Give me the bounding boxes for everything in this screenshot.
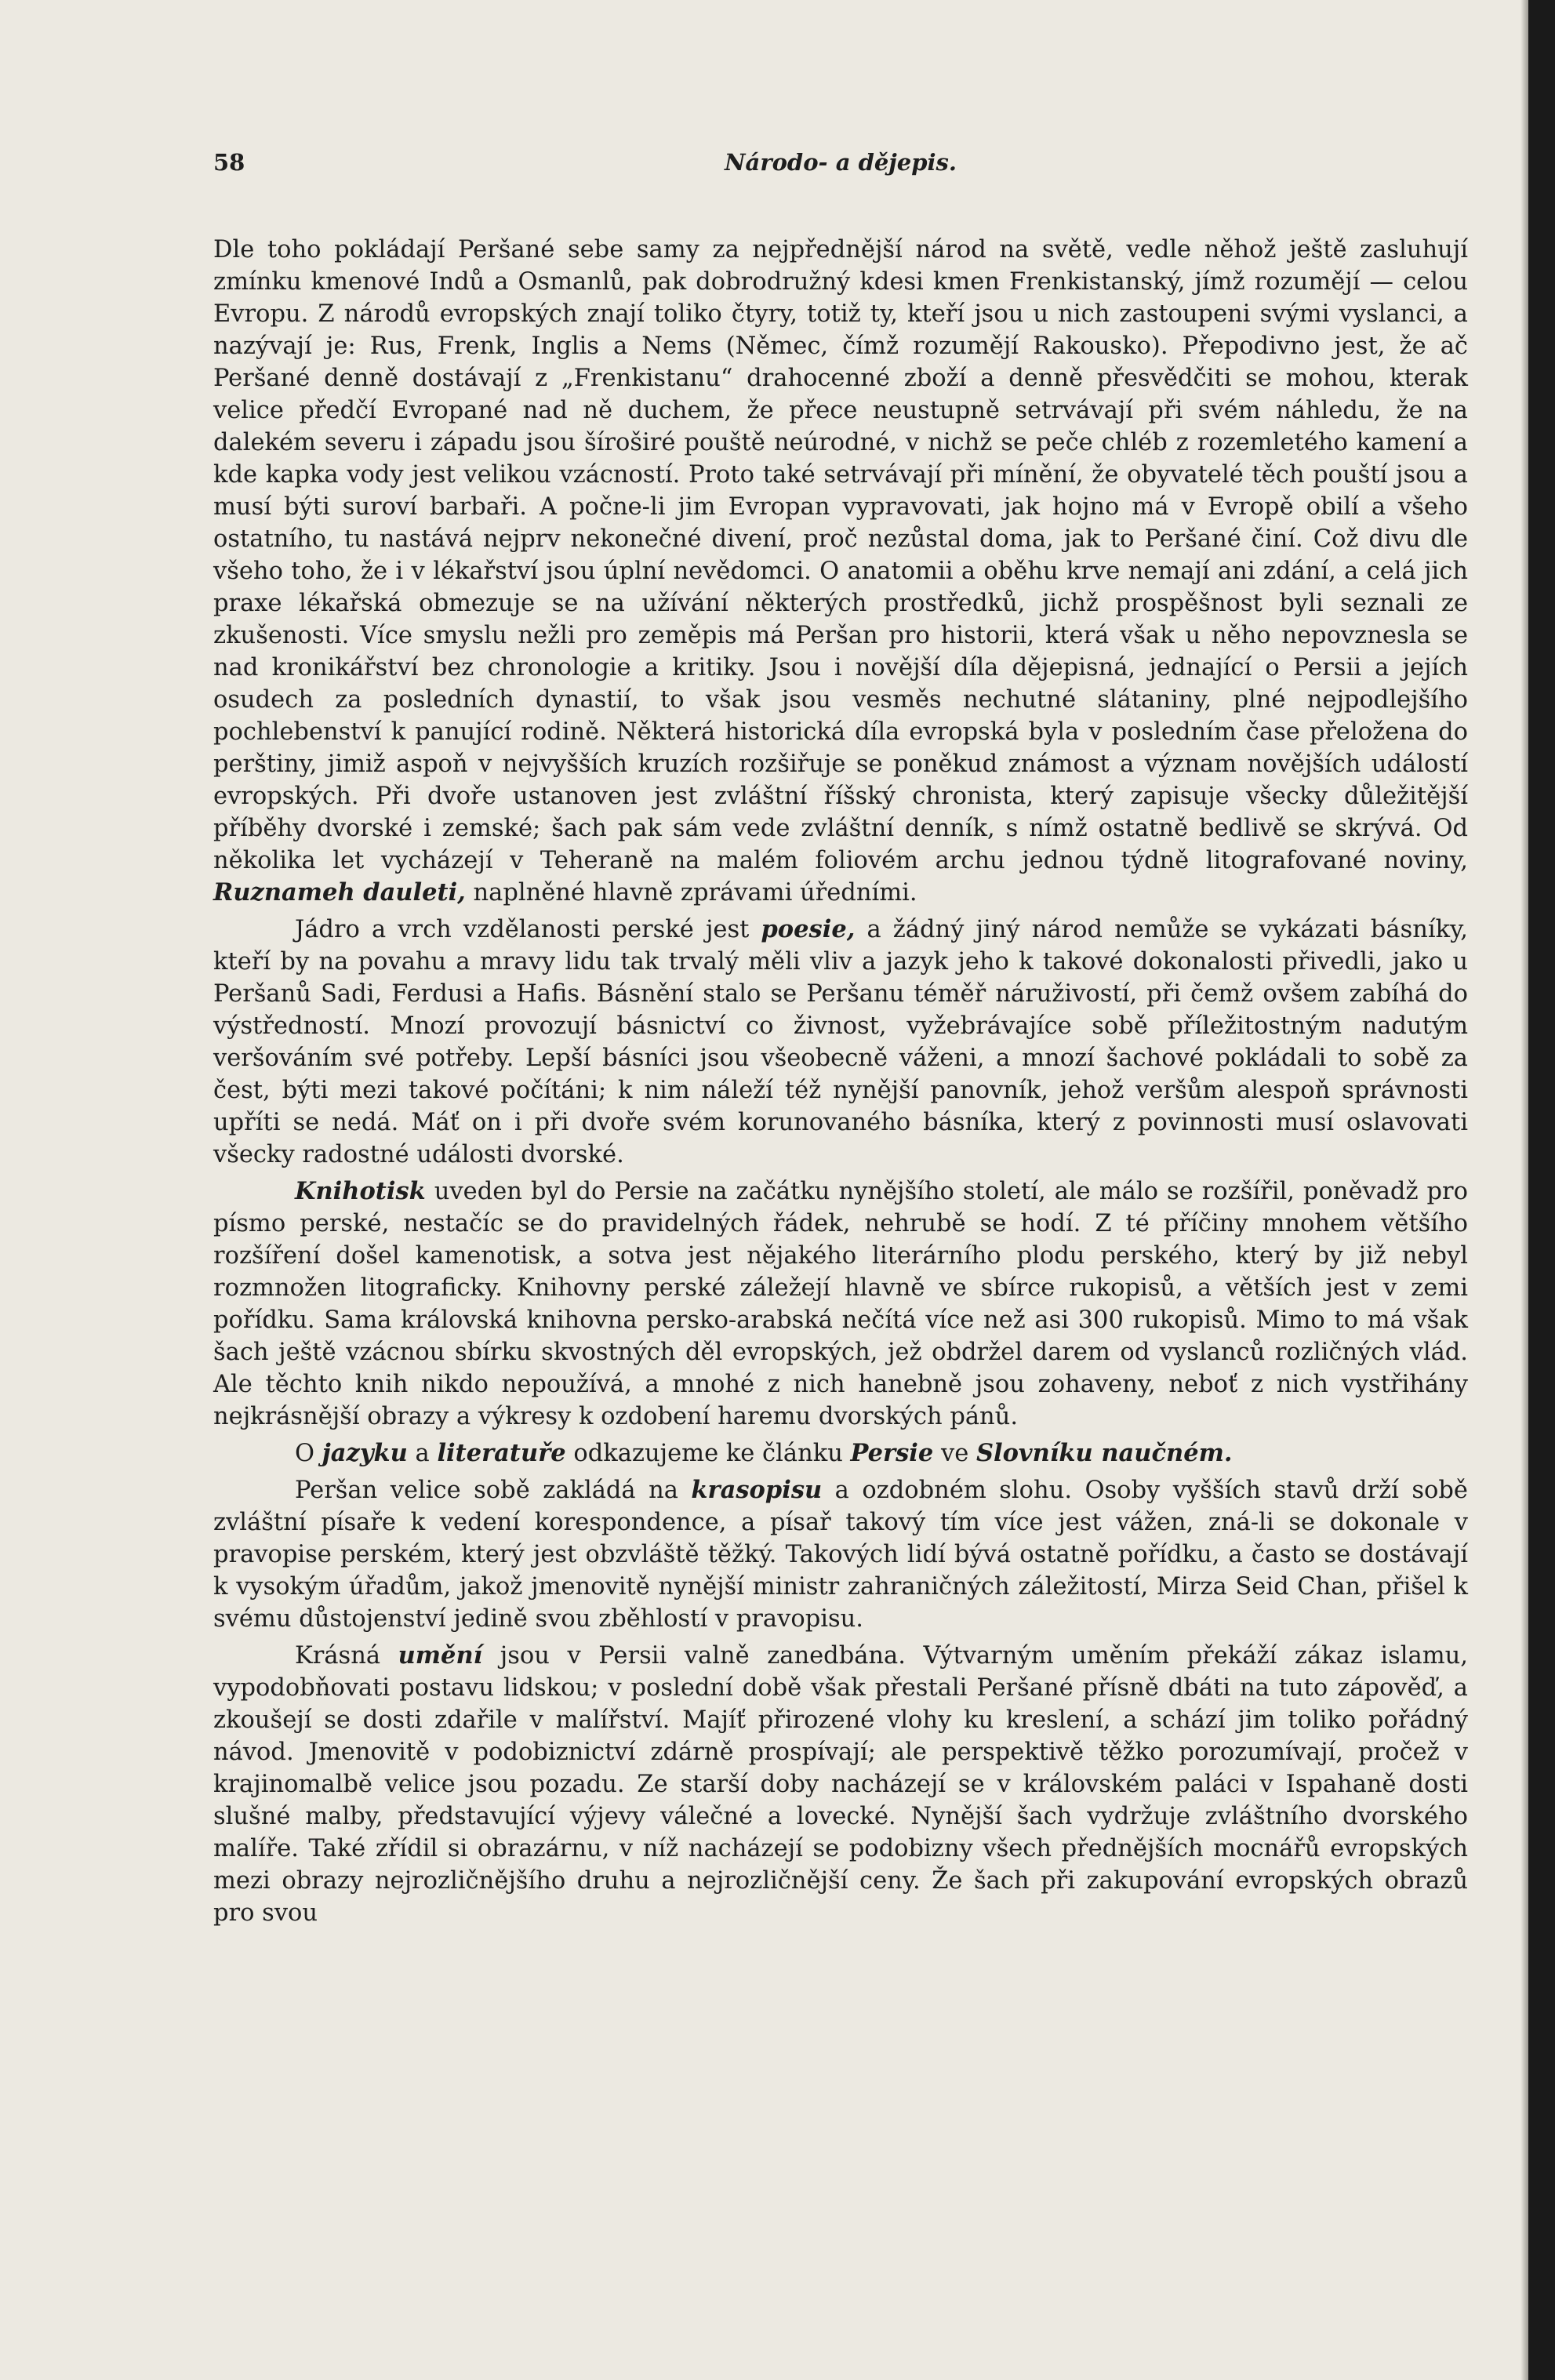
text-run: Peršan velice sobě zakládá na <box>295 1477 692 1504</box>
page-content <box>213 149 1468 1934</box>
text-run: a ozdobném slohu. Osoby vyšších stavů drží sobě zvláštní písaře k vedení korespondence, a písař takový tím více jest vážen, zná-li se dokonale v pravopise perském, který jest obzvláště těžký. Takových lidí bývá ostatně pořídku, a často se dostávají k vysokým úřadům, jakož jmenovitě nynější ministr zahraničných záležitostí, Mirza Seid Chan, přišel k svému důstojenství jedině svou zběhlostí v pravopisu. <box>213 1477 1468 1633</box>
page-gutter-shadow <box>1520 0 1528 2380</box>
text-run: jsou v Persii valně zanedbána. Výtvarným uměním překáží zákaz islamu, vypodobňovati postavu lidskou; v poslední době však přestali Peršané přísně dbáti na tuto zápověď, a zkoušejí se dosti zdařile v malířství. Majíť přirozené vlohy ku kreslení, a schází jim toliko pořádný návod. Jmenovitě v podobiznictví zdárně prospívají; ale perspektivě těžko porozumívají, pročež v krajinomalbě velice jsou pozadu. Ze starší doby nacházejí se v královském paláci v Ispahaně dosti slušné malby, představující výjevy válečné a lovecké. Nynější šach vydržuje zvláštního dvorského malíře. Také zřídil si obrazárnu, v níž nacházejí se podobizny všech přednějších mocnářů evropských mezi obrazy nejrozličnějšího druhu a nejrozličnější ceny. Že šach při zakupování evropských obrazů pro svou <box>213 1642 1468 1927</box>
text-run: uveden byl do Persie na začátku nynějšího století, ale málo se rozšířil, poněvadž pro písmo perské, nestačíc se do pravidelných řádek, nehrubě se hodí. Z té příčiny mnohem většího rozšíření došel kamenotisk, a sotva jest nějakého literárního plodu perského, který by již nebyl rozmnožen litograficky. Knihovny perské záležejí hlavně ve sbírce rukopisů, a větších jest v zemi pořídku. Sama královská knihovna persko-arabská nečítá více než asi 300 rukopisů. Mimo to má však šach ještě vzácnou sbírku skvostných děl evropských, jež obdržel darem od vyslanců rozličných vlád. Ale těchto knih nikdo nepoužívá, a mnohé z nich hanebně jsou zohaveny, neboť z nich vystřihány nejkrásnější obrazy a výkresy k ozdobení haremu dvorských pánů. <box>213 1178 1468 1430</box>
italic-term: krasopisu <box>691 1476 823 1504</box>
italic-term: jazyku <box>322 1439 408 1467</box>
paragraph <box>213 234 1468 909</box>
page-number: 58 <box>213 149 245 176</box>
text-run: Krásná <box>295 1642 398 1670</box>
text-run: O <box>295 1440 322 1467</box>
italic-term: Persie <box>850 1439 934 1467</box>
italic-term: poesie, <box>761 915 856 943</box>
text-run: ve <box>933 1440 976 1467</box>
italic-term: Ruznameh dauleti, <box>213 878 466 907</box>
text-run: a <box>407 1440 438 1467</box>
italic-term: Knihotisk <box>295 1177 426 1205</box>
italic-term: Slovníku naučném. <box>976 1439 1233 1467</box>
paragraph <box>213 914 1468 1171</box>
body-text <box>213 234 1468 1929</box>
scanner-edge <box>1528 0 1555 2380</box>
text-run: naplněné hlavně zprávami úředními. <box>465 879 917 907</box>
italic-term: literatuře <box>437 1439 566 1467</box>
paragraph <box>213 1437 1468 1470</box>
italic-term: umění <box>398 1641 483 1670</box>
text-run: odkazujeme ke článku <box>565 1440 851 1467</box>
page-header <box>213 149 1468 196</box>
text-run: Jádro a vrch vzdělanosti perské jest <box>295 916 761 943</box>
running-title: Národo- a dějepis. <box>725 149 957 176</box>
text-run: Dle toho pokládají Peršané sebe samy za nejpřednější národ na světě, vedle něhož ještě zasluhují zmínku kmenové Indů a Osmanlů, pak dobrodružný kdesi kmen Frenkistanský, jímž rozumějí — celou Evropu. Z národů evropských znají toliko čtyry, totiž ty, kteří jsou u nich zastoupeni svými vyslanci, a nazývají je: Rus, Frenk, Inglis a Nems (Němec, čímž rozumějí Rakousko). Přepodivno jest, že ač Peršané denně dostávají z „Frenkistanu“ drahocenné zboží a denně přesvědčiti se mohou, kterak velice předčí Evropané nad ně duchem, že přece neustupně setrvávají při svém náhledu, že na dalekém severu i západu jsou šíroširé pouště neúrodné, v nichž se peče chléb z rozemletého kamení a kde kapka vody jest velikou vzácností. Proto také setrvávají při mínění, že obyvatelé těch pouští jsou a musí býti suroví barbaři. A počne-li jim Evropan vypravovati, jak hojno má v Evropě obilí a všeho ostatního, tu nastává nejprv nekonečné divení, proč nezůstal doma, jak to Peršané činí. Což divu dle všeho toho, že i v lékařství jsou úplní nevědomci. O anatomii a oběhu krve nemají ani zdání, a celá jich praxe lékařská obmezuje se na užívání některých prostředků, jichž prospěšnost byli seznali ze zkušenosti. Více smyslu nežli pro zeměpis má Peršan pro historii, která však u něho nepovznesla se nad kronikářství bez chronologie a kritiky. Jsou i novější díla dějepisná, jednající o Persii a jejích osudech za posledních dynastií, to však jsou vesměs nechutné slátaniny, plné nejpodlejšího pochlebenství k panující rodině. Některá historická díla evropská byla v posledním čase přeložena do perštiny, jimiž aspoň v nejvyšších kruzích rozšiřuje se poněkud známost a význam novějších událostí evropských. Při dvoře ustanoven jest zvláštní říšský chronista, který zapisuje všecky důležitější příběhy dvorské i zemské; šach pak sám vede zvláštní denník, s nímž ostatně bedlivě se skrývá. Od několika let vycházejí v Teheraně na malém foliovém archu jednou týdně litografované noviny, <box>213 236 1468 874</box>
paragraph <box>213 1175 1468 1433</box>
text-run: a žádný jiný národ nemůže se vykázati básníky, kteří by na povahu a mravy lidu tak trvalý měli vliv a jazyk jeho k takové dokonalosti přivedli, jako u Peršanů Sadi, Ferdusi a Hafis. Básnění stalo se Peršanu téměř náruživostí, při čemž ovšem zabíhá do výstředností. Mnozí provozují básnictví co živnost, vyžebrávajíce sobě příležitostným nadutým veršováním své potřeby. Lepší básníci jsou všeobecně váženi, a mnozí šachové pokládali to sobě za čest, býti mezi takové počítáni; k nim náleží též nynější panovník, jehož veršům alespoň správnosti upříti se nedá. Máť on i při dvoře svém korunovaného básníka, který z povinnosti musí oslavovati všecky radostné události dvorské. <box>213 916 1468 1168</box>
paragraph <box>213 1474 1468 1635</box>
paragraph <box>213 1640 1468 1929</box>
